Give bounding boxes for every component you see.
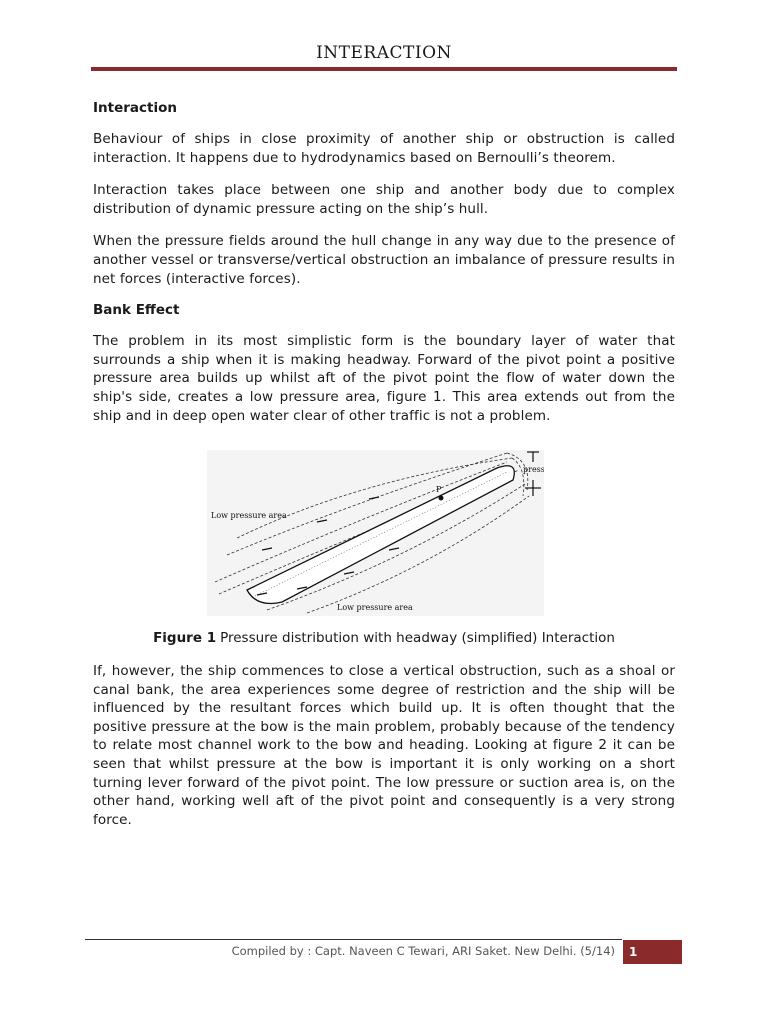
figure-1 xyxy=(207,450,544,616)
section-heading-bank-effect: Bank Effect xyxy=(93,302,180,319)
page-number: 1 xyxy=(623,940,682,964)
caption-label: Figure 1 xyxy=(153,630,217,646)
press-label: press xyxy=(523,465,544,474)
figure-caption xyxy=(0,630,768,646)
page-header-title: INTERACTION xyxy=(316,43,452,63)
ship-pressure-diagram xyxy=(207,450,544,616)
header-rule xyxy=(91,67,677,71)
paragraph-2: Interaction takes place between one ship and another body due to complex distribution of dynamic pressure acting on the ship’s hull. xyxy=(93,182,675,217)
caption-text: Pressure distribution with headway (simplified) Interaction xyxy=(220,630,615,646)
footer-rule xyxy=(85,939,622,940)
paragraph-4: The problem in its most simplistic form is the boundary layer of water that surrounds a ship when it is making headway. Forward of the pivot point a positive pressure area builds up whilst aft of the pivot point the flow of water down the ship's side, creates a low pressure area, figure 1. This area extends out from the ship and in deep open water clear of other traffic is not a problem. xyxy=(93,333,675,424)
paragraph-5: If, however, the ship commences to close a vertical obstruction, such as a shoal or canal bank, the area experiences some degree of restriction and the ship will be influenced by the resultant forces which build up. It is often thought that the positive pressure at the bow is the main problem, probably because of the tendency to relate most channel work to the bow and heading. Looking at figure 2 it can be seen that whilst pressure at the bow is important it is only working on a short turning lever forward of the pivot point. The low pressure or suction area is, on the other hand, working well aft of the pivot point and consequently is a very strong force. xyxy=(93,663,675,828)
pivot-label: P xyxy=(436,485,442,494)
section-heading-interaction: Interaction xyxy=(93,100,177,116)
low-pressure-label-left: Low pressure area xyxy=(211,511,287,520)
paragraph-1: Behaviour of ships in close proximity of another ship or obstruction is called interaction. It happens due to hydrodynamics based on Bernoulli’s theorem. xyxy=(93,131,675,166)
main-content xyxy=(93,100,675,439)
after-figure-content xyxy=(93,662,675,843)
footer-compiled-by: Compiled by : Capt. Naveen C Tewari, ARI Saket. New Delhi. (5/14) xyxy=(231,944,615,958)
paragraph-3: When the pressure fields around the hull change in any way due to the presence of another vessel or transverse/vertical obstruction an imbalance of pressure results in net forces (interactive forces). xyxy=(93,233,675,287)
low-pressure-label-bottom: Low pressure area xyxy=(337,603,413,612)
